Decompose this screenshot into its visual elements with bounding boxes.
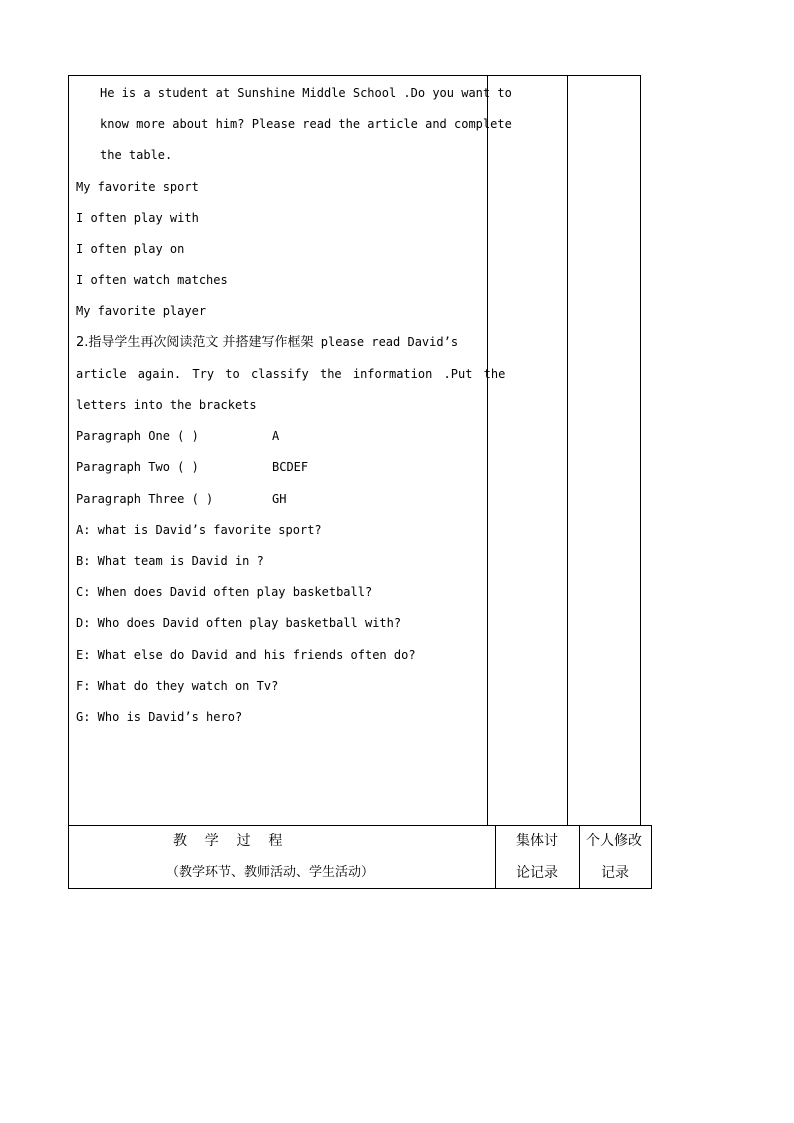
- question-c: C: When does David often play basketball?: [76, 585, 373, 599]
- table-item-play-on: I often play on: [76, 242, 185, 256]
- table-item-watch-matches: I often watch matches: [76, 273, 228, 287]
- step2-english-text: please read David’s: [313, 335, 459, 349]
- personal-revision-line-2: 记录: [601, 865, 629, 881]
- process-subtitle: （教学环节、教师活动、学生活动）: [166, 865, 375, 880]
- step2-chinese-text: 2.指导学生再次阅读范文 并搭建写作框架: [76, 335, 314, 350]
- intro-line-3: the table.: [100, 148, 173, 162]
- question-e: E: What else do David and his friends often do?: [76, 648, 416, 662]
- paragraph-two-answer: BCDEF: [272, 460, 309, 474]
- personal-revision-line-1: 个人修改: [586, 833, 642, 849]
- question-b: B: What team is David in ?: [76, 554, 264, 568]
- footer-right-border: [651, 825, 652, 889]
- column-divider-2: [567, 75, 568, 826]
- table-item-favorite-player: My favorite player: [76, 304, 207, 318]
- question-g: G: Who is David’s hero?: [76, 710, 243, 724]
- footer-bottom-border: [68, 888, 652, 889]
- table-item-favorite-sport: My favorite sport: [76, 180, 199, 194]
- footer-divider-2: [579, 825, 580, 889]
- question-d: D: Who does David often play basketball with?: [76, 616, 402, 630]
- paragraph-two-label: Paragraph Two ( ): [76, 460, 199, 474]
- paragraph-three-label: Paragraph Three ( ): [76, 492, 214, 506]
- footer-divider-1: [495, 825, 496, 889]
- paragraph-three-answer: GH: [272, 492, 287, 506]
- question-a: A: what is David’s favorite sport?: [76, 523, 322, 537]
- table-right-border: [640, 75, 641, 826]
- main-content-cell: [69, 76, 512, 825]
- paragraph-one-answer: A: [272, 429, 280, 443]
- footer-top-border: [68, 825, 652, 826]
- footer-left-border: [68, 825, 69, 889]
- intro-line-2: know more about him? Please read the article and complete: [100, 117, 512, 131]
- paragraph-one-label: Paragraph One ( ): [76, 429, 199, 443]
- intro-line-1: He is a student at Sunshine Middle School .Do you want to: [100, 86, 512, 100]
- discussion-record-line-1: 集体讨: [516, 833, 558, 849]
- step2-heading: [76, 334, 458, 351]
- table-item-play-with: I often play with: [76, 211, 199, 225]
- process-title: 教 学 过 程: [173, 833, 283, 849]
- step2-line-3: letters into the brackets: [76, 398, 257, 412]
- discussion-record-line-2: 论记录: [516, 865, 558, 881]
- question-f: F: What do they watch on Tv?: [76, 679, 279, 693]
- step2-line-2: article again. Try to classify the information .Put the: [76, 367, 506, 381]
